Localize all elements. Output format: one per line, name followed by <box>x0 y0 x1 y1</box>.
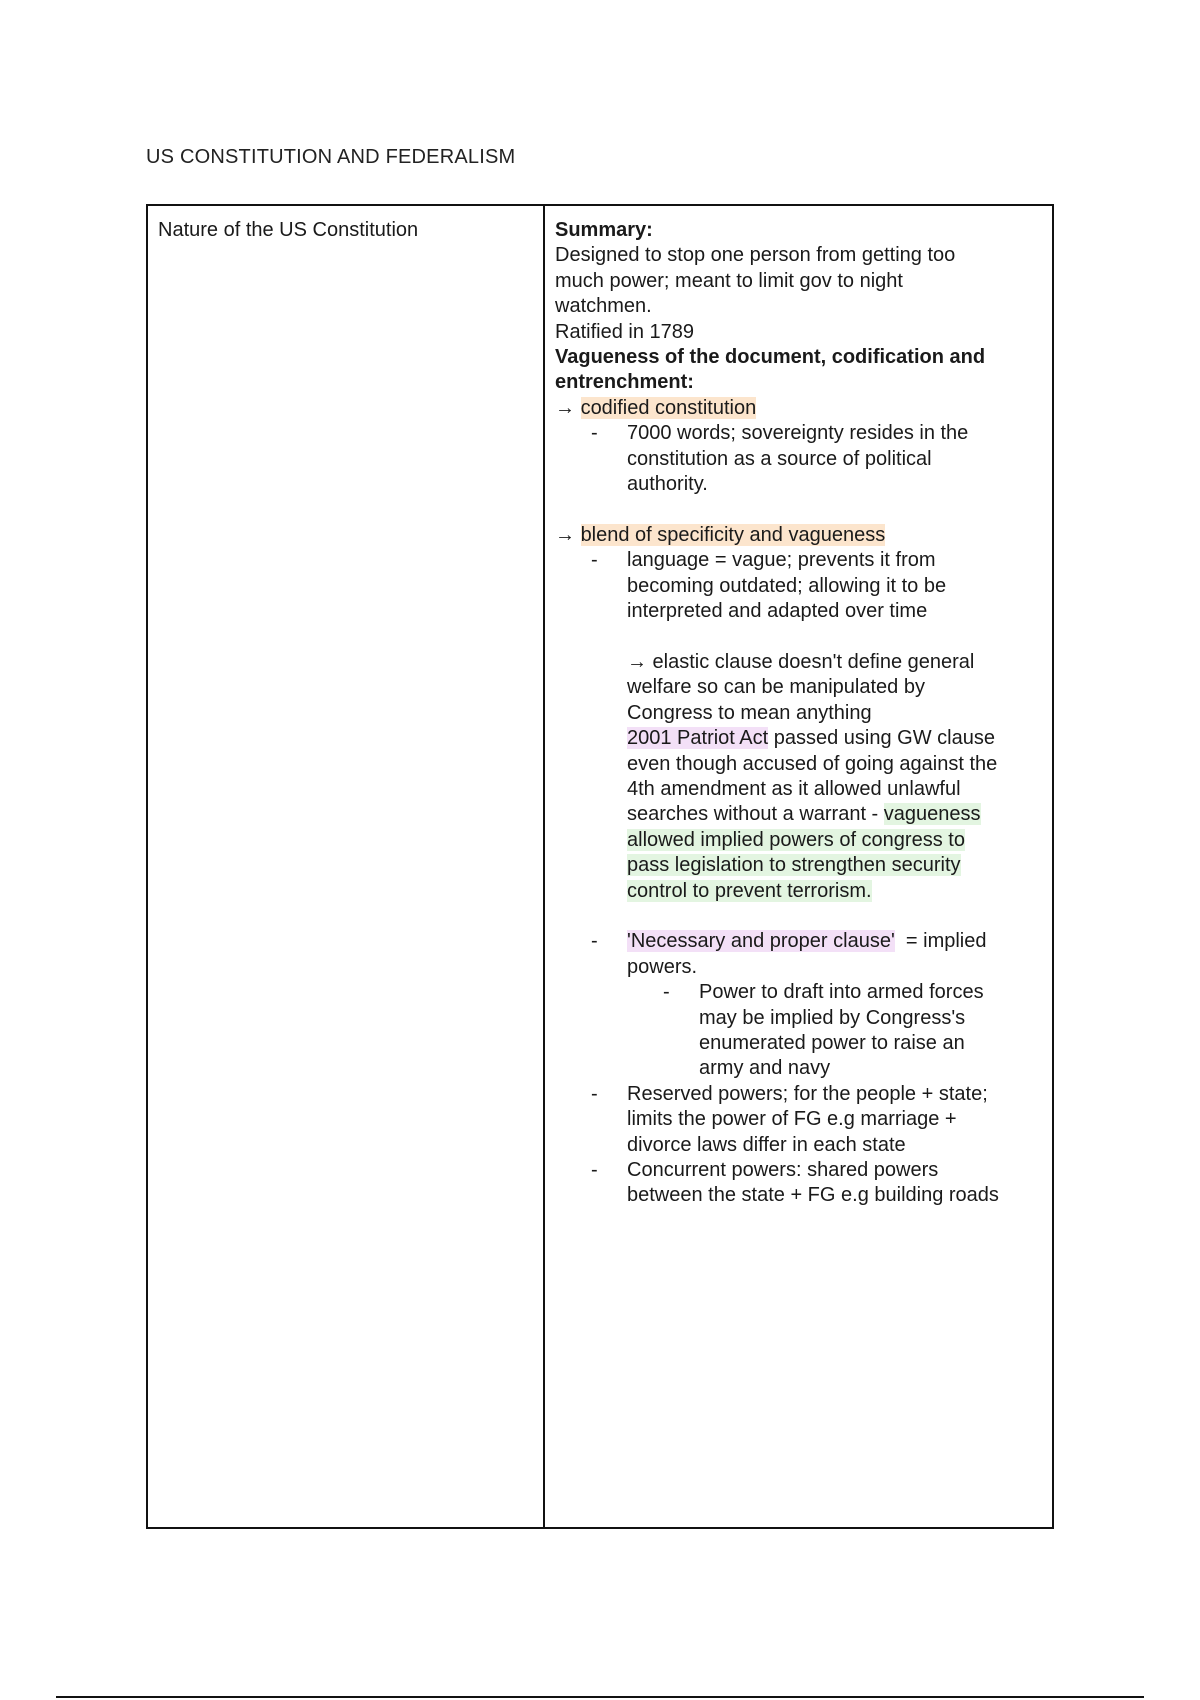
list-item: - 'Necessary and proper clause' = implied powers. <box>555 929 1044 980</box>
summary-heading: Summary: <box>555 219 653 241</box>
patriot-act-highlight: 2001 Patriot Act <box>627 727 769 750</box>
summary-line: Designed to stop one person from getting too <box>555 244 956 267</box>
topic-cell <box>148 206 545 1527</box>
footer-divider <box>56 1696 1144 1698</box>
blend-heading: blend of specificity and vagueness <box>580 523 886 546</box>
list-item: - 7000 words; sovereignty resides in the constitution as a source of political authority. <box>555 421 1044 497</box>
vagueness-heading: Vagueness of the document, codification and <box>555 346 986 369</box>
notes-table <box>146 204 1054 1529</box>
summary-line: much power; meant to limit gov to night <box>555 269 903 292</box>
arrow-icon: → <box>555 396 575 419</box>
dash-bullet: - <box>663 981 670 1004</box>
list-item: - Concurrent powers: shared powers between the state + FG e.g building roads <box>555 1158 1044 1209</box>
dash-bullet: - <box>591 1158 598 1181</box>
codified-heading: codified constitution <box>580 396 757 419</box>
notes-cell <box>545 206 1052 1527</box>
codified-heading-line <box>555 396 1044 421</box>
topic-label: Nature of the US Constitution <box>158 219 419 241</box>
necessary-proper-highlight: 'Necessary and proper clause' <box>627 930 895 953</box>
vagueness-highlight: vagueness <box>883 803 981 826</box>
vagueness-heading: entrenchment: <box>555 371 694 394</box>
dash-bullet: - <box>591 549 598 572</box>
list-item: - language = vague; prevents it from becoming outdated; allowing it to be interpreted and adapted over time <box>555 548 1044 624</box>
elastic-clause-note: → elastic clause doesn't define general welfare so can be manipulated by Congress to mean anything 2001 Patriot Act passed using GW clause even though accused of going against the 4th amendment as it allowed unlawful searches without a warrant - vagueness allowed implied powers of congress to pass legislation to strengthen security control to prevent terrorism. <box>627 650 998 902</box>
list-item: - Power to draft into armed forces may be implied by Congress's enumerated power to raise an army and navy <box>555 980 1044 1082</box>
ratified-line: Ratified in 1789 <box>555 320 694 343</box>
page-title: US CONSTITUTION AND FEDERALISM <box>146 146 516 168</box>
summary-line: watchmen. <box>555 295 652 318</box>
dash-bullet: - <box>591 422 598 445</box>
dash-bullet: - <box>591 930 598 953</box>
blend-heading-line <box>555 523 1044 548</box>
list-item: - Reserved powers; for the people + state; limits the power of FG e.g marriage + divorce laws differ in each state <box>555 1082 1044 1158</box>
dash-bullet: - <box>591 1082 598 1105</box>
arrow-icon: → <box>555 523 575 546</box>
